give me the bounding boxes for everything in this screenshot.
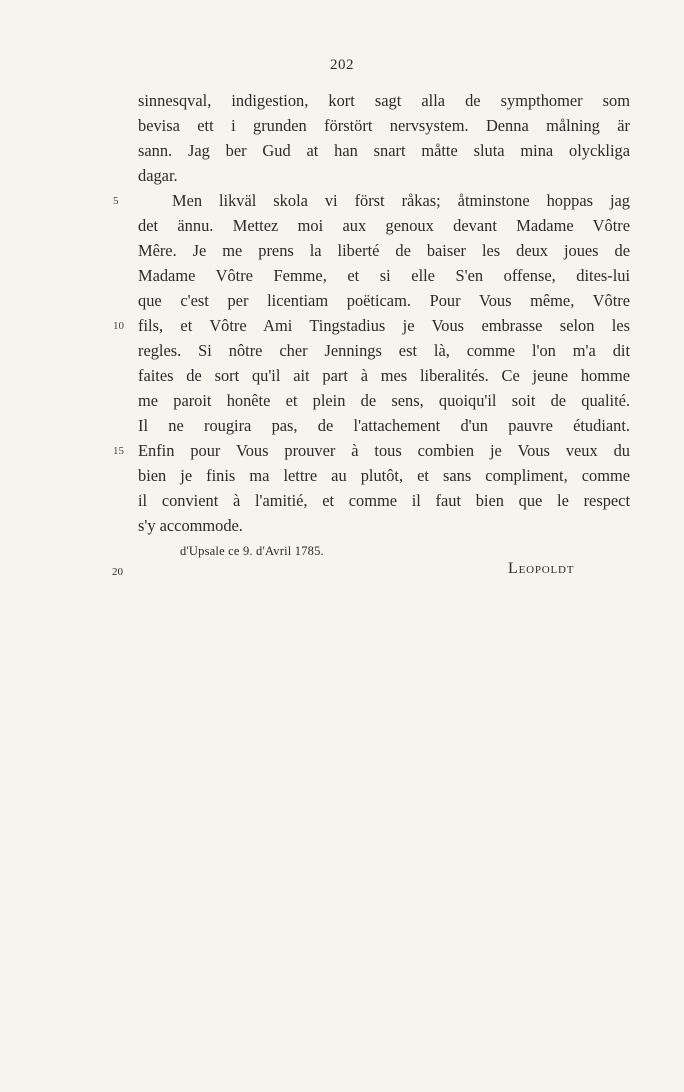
line-number-20: 20 <box>112 566 123 578</box>
text-line: bien je finis ma lettre au plutôt, et sans compliment, comme <box>138 466 630 485</box>
page-number: 202 <box>330 57 354 73</box>
dateline: d'Upsale ce 9. d'Avril 1785. <box>180 544 324 558</box>
text-line: que c'est per licentiam poëticam. Pour Vous même, Vôtre <box>138 291 630 310</box>
text-line <box>113 313 630 338</box>
text-line-content: Men likväl skola vi först råkas; åtminstone hoppas jag <box>172 191 630 210</box>
text-line: det ännu. Mettez moi aux genoux devant Madame Vôtre <box>138 216 630 235</box>
text-line: me paroit honête et plein de sens, quoiqu'il soit de qualité. <box>138 391 630 410</box>
text-line: Madame Vôtre Femme, et si elle S'en offense, dites-lui <box>138 266 630 285</box>
text-line: faites de sort qu'il ait part à mes liberalités. Ce jeune homme <box>138 366 630 385</box>
text-line-content: Enfin pour Vous prouver à tous combien je Vous veux du <box>138 441 630 460</box>
text-line: Mêre. Je me prens la liberté de baiser les deux joues de <box>138 241 630 260</box>
text-line-content: fils, et Vôtre Ami Tingstadius je Vous embrasse selon les <box>138 316 630 335</box>
text-line: bevisa ett i grunden förstört nervsystem. Denna målning är <box>138 116 630 135</box>
line-number-15: 15 <box>113 445 124 457</box>
text-line <box>113 188 630 213</box>
line-number-5: 5 <box>113 195 119 207</box>
text-line: sann. Jag ber Gud at han snart måtte sluta mina olyckliga <box>138 141 630 160</box>
signature: Leopoldt <box>508 560 575 577</box>
text-line: sinnesqval, indigestion, kort sagt alla de sympthomer som <box>138 91 630 110</box>
text-line: s'y accommode. <box>138 516 243 535</box>
text-line: regles. Si nôtre cher Jennings est là, comme l'on m'a dit <box>138 341 630 360</box>
line-number-10: 10 <box>113 320 124 332</box>
letter-body <box>113 88 630 538</box>
text-line: dagar. <box>138 166 178 185</box>
text-line: Il ne rougira pas, de l'attachement d'un pauvre étudiant. <box>138 416 630 435</box>
text-line <box>113 438 630 463</box>
text-line: il convient à l'amitié, et comme il faut bien que le respect <box>138 491 630 510</box>
